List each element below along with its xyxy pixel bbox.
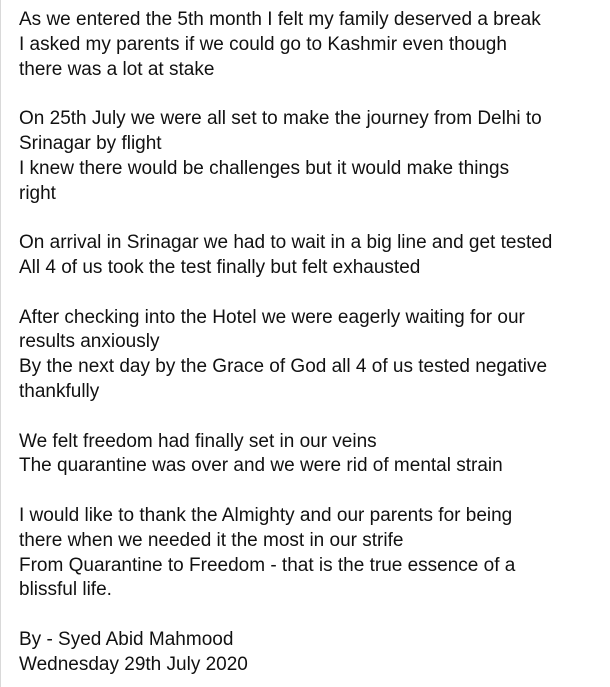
text-line: On arrival in Srinagar we had to wait in a big line and get tested bbox=[19, 232, 553, 254]
signature-block bbox=[19, 628, 609, 678]
text-line: Srinagar by flight bbox=[19, 132, 162, 154]
text-line: After checking into the Hotel we were eagerly waiting for our bbox=[19, 306, 525, 328]
stanza-gap bbox=[19, 603, 609, 628]
stanza-5 bbox=[19, 430, 609, 480]
text-line: We felt freedom had finally set in our veins bbox=[19, 430, 377, 452]
stanza-gap bbox=[19, 479, 609, 504]
stanza-2 bbox=[19, 107, 609, 206]
text-line: there was a lot at stake bbox=[19, 58, 215, 80]
stanza-gap bbox=[19, 281, 609, 306]
text-line: there when we needed it the most in our strife bbox=[19, 529, 404, 551]
date-line: Wednesday 29th July 2020 bbox=[19, 653, 248, 675]
text-line: I would like to thank the Almighty and our parents for being bbox=[19, 504, 513, 526]
text-line: blissful life. bbox=[19, 579, 112, 601]
note-text bbox=[19, 8, 609, 678]
stanza-3 bbox=[19, 231, 609, 281]
text-line: The quarantine was over and we were rid of mental strain bbox=[19, 455, 503, 477]
stanza-4 bbox=[19, 306, 609, 405]
text-line: I knew there would be challenges but it would make things bbox=[19, 157, 510, 179]
text-line: thankfully bbox=[19, 380, 100, 402]
text-line: right bbox=[19, 182, 56, 204]
author-line: By - Syed Abid Mahmood bbox=[19, 628, 234, 650]
text-line: From Quarantine to Freedom - that is the true essence of a bbox=[19, 554, 516, 576]
text-line: As we entered the 5th month I felt my family deserved a break bbox=[19, 9, 541, 30]
text-line: On 25th July we were all set to make the journey from Delhi to bbox=[19, 108, 542, 130]
stanza-gap bbox=[19, 206, 609, 231]
text-line: By the next day by the Grace of God all 4 of us tested negative bbox=[19, 356, 548, 378]
text-line: I asked my parents if we could go to Kashmir even though bbox=[19, 33, 507, 55]
stanza-6 bbox=[19, 504, 609, 603]
text-line: All 4 of us took the test finally but felt exhausted bbox=[19, 256, 421, 278]
stanza-gap bbox=[19, 82, 609, 107]
stanza-gap bbox=[19, 405, 609, 430]
text-line: results anxiously bbox=[19, 331, 160, 353]
stanza-1 bbox=[19, 8, 609, 82]
